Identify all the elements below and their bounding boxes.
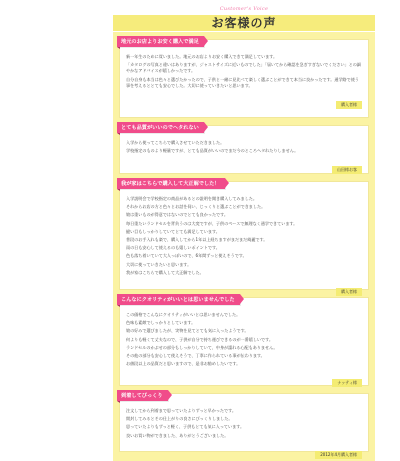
testimonial-text: 娘は重いものが得意ではないのでとても良かったです。 (126, 212, 229, 218)
testimonial-text: 思っていたよりもずっと軽く、子供もとても気に入っています。 (126, 424, 245, 430)
author-badge: ナッティ様 (332, 379, 362, 387)
testimonial-heading: 地元のお店よりお安く購入で満足 (117, 36, 204, 47)
testimonial-text: 入学説明会で学校指定の商品があるとの説明を聞き購入してみました。 (126, 196, 257, 201)
testimonial-text: 入学から使ってこちらで購入させていただきました。 (126, 140, 225, 145)
voice-page (113, 0, 375, 461)
testimonial-text: 我が家はこちらで購入して大正解でした。 (126, 269, 204, 275)
testimonial-text: 何よりも軽くて丈夫なので、子供が自分で持ち運びできるのが一番嬉しいです。 (126, 336, 273, 342)
testimonial-card (119, 39, 369, 118)
testimonial-text: 色味も素敵でしっかりとしています。 (126, 320, 196, 326)
author-badge: 2012年4月購入者様 (315, 451, 362, 459)
testimonial-heading: とても品質がいいのでヘタれない (117, 122, 204, 133)
testimonial-text: お値段以上の品質だと思いますので、是非お勧めしたいです。 (126, 361, 241, 367)
testimonial-list (113, 32, 375, 461)
testimonial-text: 縫い目もしっかりしていてとても満足しています。 (126, 228, 220, 234)
testimonial-text: 大切に使っていきたいと思います。 (126, 261, 192, 267)
testimonial-heading: こんなにクオリティがいいとは思いませんでした (117, 294, 240, 305)
testimonial-card (119, 297, 369, 386)
testimonial-card (119, 181, 369, 295)
header-subtitle: Customer's Voice (219, 6, 269, 12)
testimonial-text: 開封してみるとその仕上がりの良さにびっくりしました。 (126, 416, 233, 422)
testimonial-text: それからお店の方と色々とお話を伺い、じっくりと選ぶことができました。 (126, 204, 266, 210)
testimonial-text: 学校指定のものより軽量ですが、とても品質がいいのでまだ今のところヘタれたりしません。 (126, 148, 299, 154)
testimonial-card (119, 125, 369, 174)
testimonial-heading: 我が家はこちらで購入して大正解でした！ (117, 178, 225, 189)
author-badge: 購入者様 (336, 288, 362, 296)
testimonial-text: 普段のお手入れも楽で、購入してから1年以上経ちますがまだまだ綺麗です。 (126, 237, 268, 243)
testimonial-text: 毎日重たいランドセルを背負うのは大変ですが、子供のペースで無理なく通学できています。 (126, 220, 298, 226)
page-title: お客様の声 (211, 16, 277, 30)
testimonial-text: 色も落ち着いていて大人っぽいので、6年間ずっと使えそうです。 (126, 253, 247, 259)
testimonial-text: 自分自身も本当は色々と選びたかったので、子供と一緒に見比べて楽しく選ぶことができて本当に良かったです。通学路で使う事を考えるととても安心でした。大切に使っていきたいと思います。 (126, 76, 359, 88)
testimonial-text: 娘の好みで選びましたが、実物を見てとても気に入ったようです。 (126, 328, 249, 334)
testimonial-text: 良いお買い物ができました、ありがとうございました。 (126, 432, 229, 438)
testimonial-text: 新一年生のために買いました。地元のお店よりお安く購入できて満足しています。 (126, 54, 278, 59)
author-badge: 購入者様 (336, 101, 362, 109)
testimonial-text: ランドセルのかぶせの部分もしっかりしていて、中身が濡れる心配もありません。 (126, 344, 278, 350)
testimonial-text: この価格でこんなにクオリティがいいとは思いませんでした。 (126, 312, 241, 317)
testimonial-text: 「カタログの写真と違いはありますが、ジャストサイズに近いものでした」「届いてから確認を急ぎすぎないでください」との細やかなアドバイスが嬉しかったです。 (126, 62, 361, 74)
author-badge: 山田様お客 (332, 166, 362, 174)
testimonial-text: 雨の日も安心して使えるのも嬉しいポイントです。 (126, 245, 220, 251)
section-header (113, 6, 375, 32)
testimonial-card (119, 393, 369, 457)
testimonial-text: その他の部分も安心して使えそうで、丁寧に作られている事が伝わります。 (126, 353, 265, 359)
testimonial-text: 注文してから到着まで思っていたよりずっと早かったです。 (126, 408, 236, 413)
testimonial-heading: 到着してびっくり (117, 390, 168, 401)
